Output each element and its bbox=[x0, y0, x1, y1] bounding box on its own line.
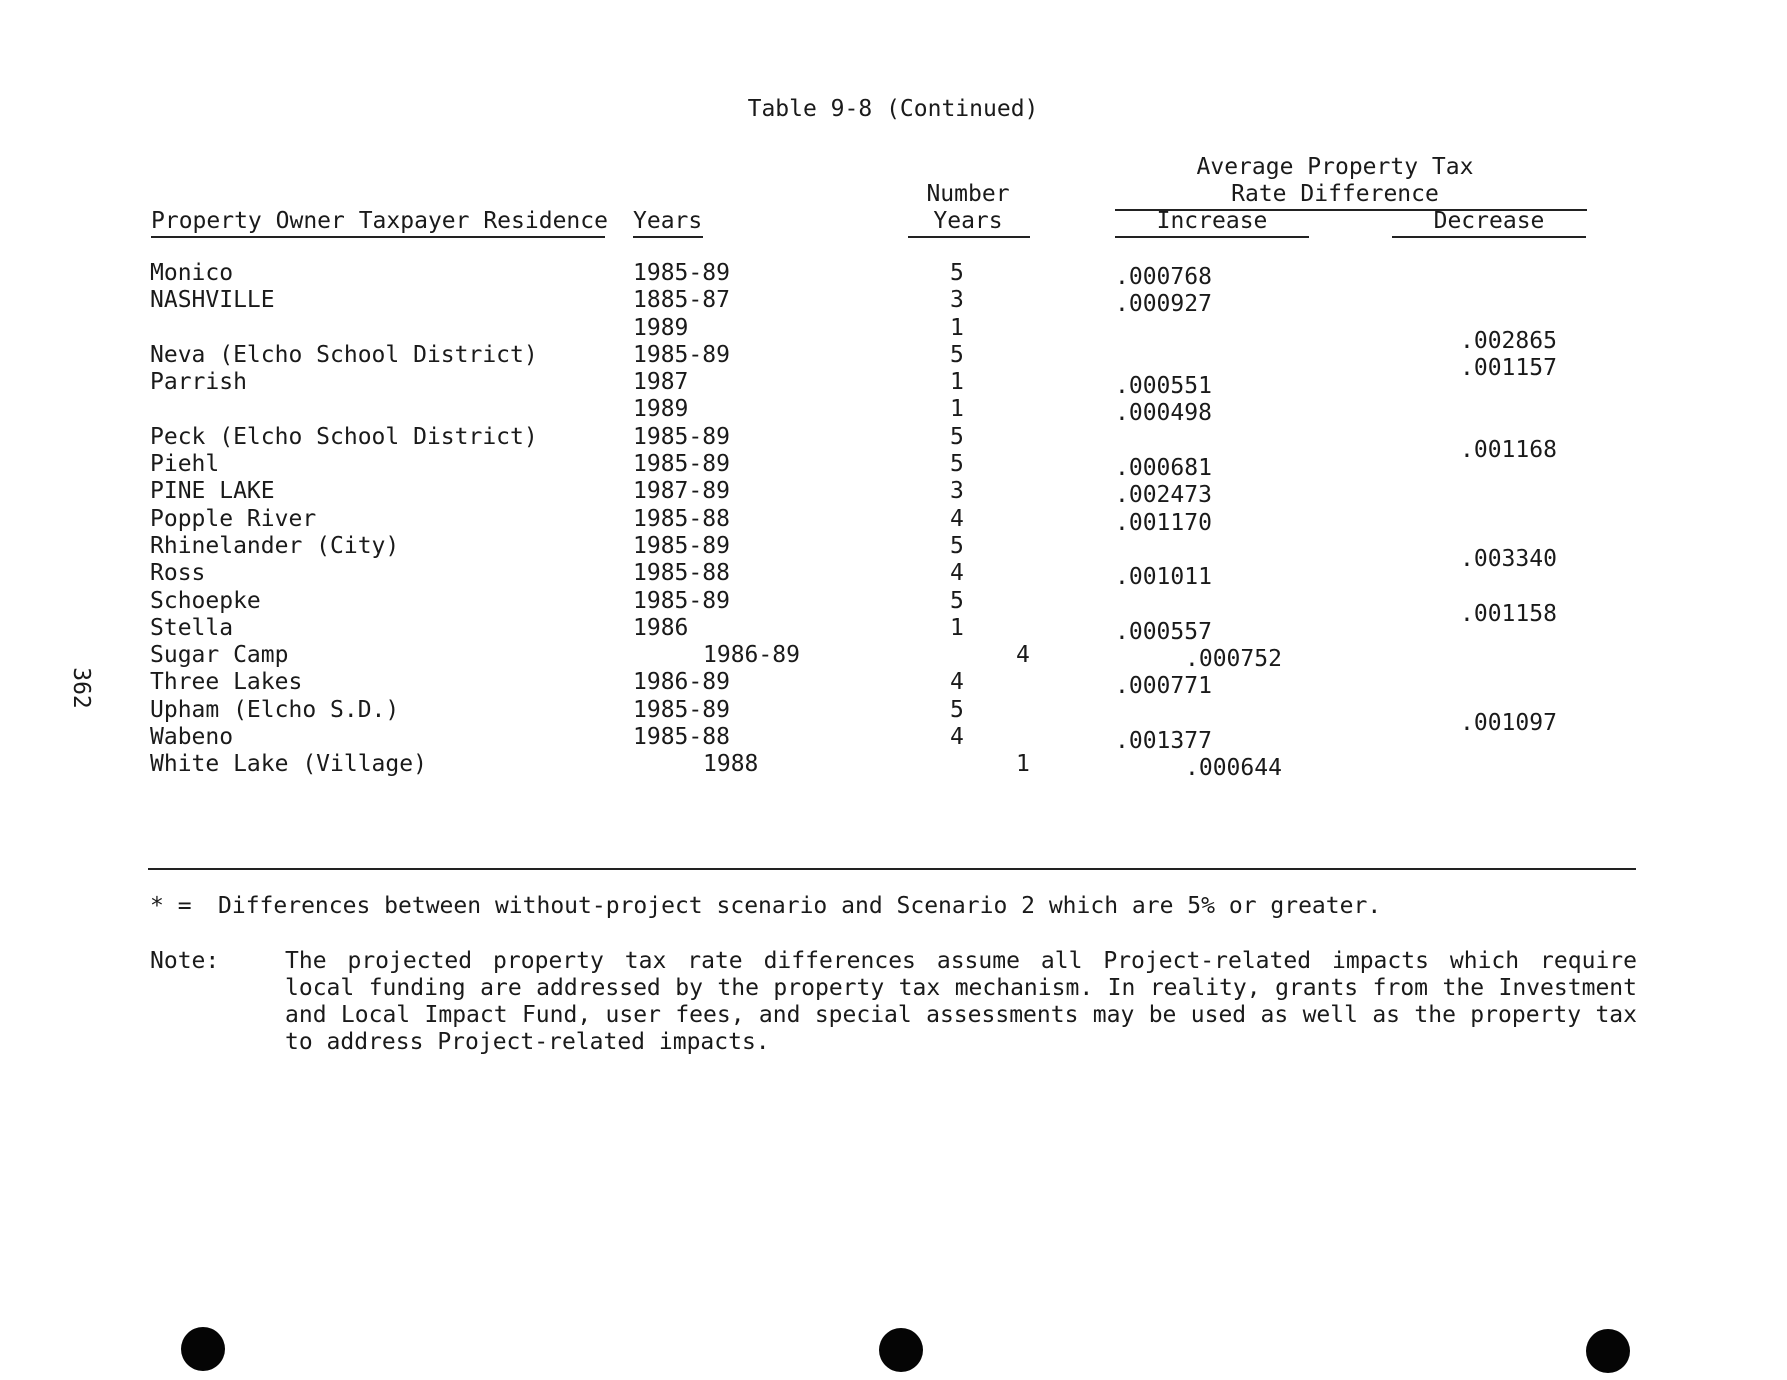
table-row bbox=[0, 314, 1787, 354]
table-body bbox=[0, 260, 1787, 782]
cell-years: 1985-89 bbox=[633, 341, 730, 368]
cell-residence: Upham (Elcho S.D.) bbox=[150, 696, 400, 723]
table-row bbox=[0, 696, 1787, 736]
cell-residence: Parrish bbox=[150, 369, 247, 396]
cell-residence: Rhinelander (City) bbox=[150, 532, 400, 559]
cell-number: 5 bbox=[950, 260, 964, 286]
cell-residence: Monico bbox=[150, 260, 234, 286]
cell-increase: .000557 bbox=[1115, 618, 1212, 645]
cell-number: 4 bbox=[950, 724, 964, 751]
header-number-years bbox=[908, 181, 1028, 235]
cell-number: 4 bbox=[950, 505, 964, 532]
footnote bbox=[150, 893, 1381, 919]
cell-number: 5 bbox=[950, 587, 964, 614]
cell-residence: Schoepke bbox=[150, 587, 261, 614]
header-number-underline bbox=[908, 236, 1030, 238]
header-decrease: Decrease bbox=[1433, 208, 1545, 234]
cell-residence: Wabeno bbox=[150, 724, 234, 751]
table-row bbox=[0, 724, 1787, 755]
cell-residence: Neva (Elcho School District) bbox=[150, 341, 538, 368]
table-row bbox=[0, 642, 1787, 673]
cell-number: 5 bbox=[950, 696, 964, 723]
header-residence-underline bbox=[151, 236, 605, 238]
cell-residence: PINE LAKE bbox=[150, 478, 275, 505]
table-row bbox=[0, 451, 1787, 482]
table-row bbox=[0, 614, 1787, 645]
cell-increase: .000927 bbox=[1115, 291, 1212, 318]
cell-years: 1885-87 bbox=[633, 287, 730, 314]
table-row bbox=[0, 287, 1787, 318]
cell-number: 1 bbox=[1016, 751, 1030, 778]
table-row bbox=[0, 560, 1787, 591]
header-years: Years bbox=[633, 208, 703, 234]
cell-residence: Popple River bbox=[150, 505, 317, 532]
cell-years: 1985-88 bbox=[633, 724, 730, 751]
cell-years: 1985-88 bbox=[633, 505, 730, 532]
cell-residence: Stella bbox=[150, 614, 234, 641]
cell-number: 1 bbox=[950, 314, 964, 341]
note-text: The projected property tax rate differences assume all Project-related impacts which require local funding are addressed by the property tax mechanism. In reality, grants from the Investment and Local Impact Fund, user fees, and special assessments may be used as well as the property tax to address Project-related impacts. bbox=[285, 948, 1637, 1055]
cell-increase: .000644 bbox=[1185, 755, 1282, 782]
cell-years: 1986-89 bbox=[633, 669, 730, 696]
cell-number: 4 bbox=[950, 669, 964, 696]
cell-years: 1985-88 bbox=[633, 560, 730, 587]
binder-hole bbox=[181, 1327, 225, 1371]
cell-years: 1986-89 bbox=[703, 642, 800, 669]
table-row bbox=[0, 369, 1787, 400]
table-row bbox=[0, 260, 1787, 290]
cell-increase: .001377 bbox=[1115, 728, 1212, 755]
binder-hole bbox=[1586, 1329, 1630, 1373]
cell-number: 5 bbox=[950, 451, 964, 478]
cell-increase: .001170 bbox=[1115, 509, 1212, 536]
cell-increase: .000768 bbox=[1115, 264, 1212, 290]
cell-number: 3 bbox=[950, 287, 964, 314]
cell-number: 1 bbox=[950, 396, 964, 423]
header-residence: Property Owner Taxpayer Residence bbox=[151, 208, 608, 234]
cell-number: 5 bbox=[950, 423, 964, 450]
cell-residence: Ross bbox=[150, 560, 206, 587]
table-row bbox=[0, 669, 1787, 700]
cell-increase: .000498 bbox=[1115, 400, 1212, 427]
cell-residence: White Lake (Village) bbox=[150, 751, 427, 778]
cell-increase: .000752 bbox=[1185, 646, 1282, 673]
cell-number: 5 bbox=[950, 341, 964, 368]
cell-years: 1986 bbox=[633, 614, 689, 641]
cell-years: 1985-89 bbox=[633, 260, 730, 286]
footnote-symbol: * = bbox=[150, 893, 192, 919]
cell-years: 1988 bbox=[703, 751, 759, 778]
cell-years: 1985-89 bbox=[633, 532, 730, 559]
table-row bbox=[0, 478, 1787, 509]
header-number-line2: Years bbox=[933, 208, 1003, 234]
cell-residence: Piehl bbox=[150, 451, 220, 478]
cell-increase: .000551 bbox=[1115, 373, 1212, 400]
header-average-rate-group bbox=[1115, 154, 1555, 208]
cell-increase: .000681 bbox=[1115, 455, 1212, 482]
table-row bbox=[0, 341, 1787, 381]
cell-years: 1985-89 bbox=[633, 587, 730, 614]
cell-residence: NASHVILLE bbox=[150, 287, 275, 314]
header-number-line1: Number bbox=[926, 181, 1010, 207]
cell-number: 1 bbox=[950, 369, 964, 396]
footnote-text: Differences between without-project scenario and Scenario 2 which are 5% or greater. bbox=[218, 893, 1382, 919]
cell-number: 4 bbox=[1016, 642, 1030, 669]
note-label: Note: bbox=[150, 948, 220, 974]
cell-decrease: .001168 bbox=[1460, 436, 1557, 463]
binder-hole bbox=[879, 1328, 923, 1372]
cell-decrease: .001158 bbox=[1460, 600, 1557, 627]
table-row bbox=[0, 587, 1787, 627]
header-increase-underline bbox=[1115, 236, 1309, 238]
cell-decrease: .001157 bbox=[1460, 354, 1557, 381]
cell-residence: Peck (Elcho School District) bbox=[150, 423, 538, 450]
cell-number: 1 bbox=[950, 614, 964, 641]
cell-decrease: .002865 bbox=[1460, 327, 1557, 354]
cell-years: 1985-89 bbox=[633, 423, 730, 450]
cell-years: 1985-89 bbox=[633, 451, 730, 478]
cell-increase: .000771 bbox=[1115, 673, 1212, 700]
header-increase: Increase bbox=[1156, 208, 1268, 234]
cell-decrease: .003340 bbox=[1460, 545, 1557, 572]
cell-years: 1987 bbox=[633, 369, 689, 396]
cell-residence: Sugar Camp bbox=[150, 642, 289, 669]
header-group-line1: Average Property Tax bbox=[1196, 154, 1474, 180]
page-number: 362 bbox=[67, 667, 94, 709]
cell-number: 3 bbox=[950, 478, 964, 505]
table-row bbox=[0, 532, 1787, 572]
header-group-line2: Rate Difference bbox=[1231, 181, 1439, 207]
cell-years: 1989 bbox=[633, 396, 689, 423]
table-title: Table 9-8 (Continued) bbox=[747, 96, 1039, 122]
table-row bbox=[0, 423, 1787, 463]
header-decrease-underline bbox=[1392, 236, 1586, 238]
header-years-underline bbox=[633, 236, 703, 238]
cell-years: 1987-89 bbox=[633, 478, 730, 505]
footnote-rule bbox=[148, 868, 1636, 870]
cell-number: 4 bbox=[950, 560, 964, 587]
table-row bbox=[0, 396, 1787, 427]
cell-years: 1985-89 bbox=[633, 696, 730, 723]
cell-years: 1989 bbox=[633, 314, 689, 341]
cell-residence: Three Lakes bbox=[150, 669, 303, 696]
cell-decrease: .001097 bbox=[1460, 709, 1557, 736]
table-row bbox=[0, 505, 1787, 536]
table-row bbox=[0, 751, 1787, 782]
cell-number: 5 bbox=[950, 532, 964, 559]
cell-increase: .002473 bbox=[1115, 482, 1212, 509]
cell-increase: .001011 bbox=[1115, 564, 1212, 591]
